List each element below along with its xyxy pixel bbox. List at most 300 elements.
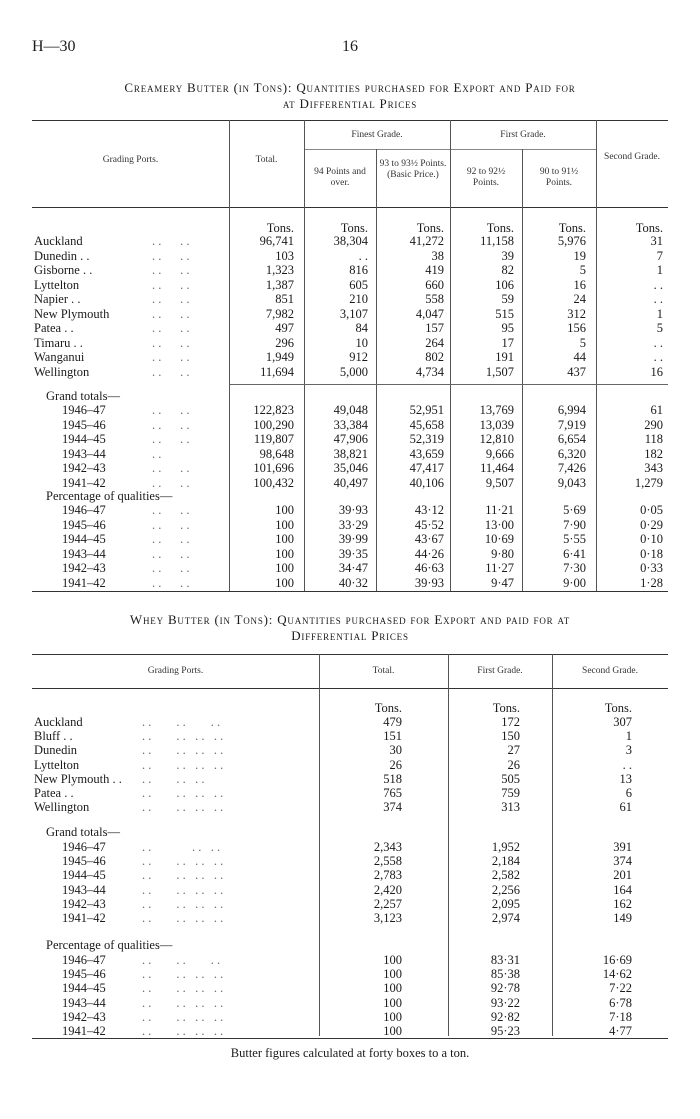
- whey-pct-row: [0, 1010, 700, 1024]
- creamery-total-row: [0, 461, 700, 475]
- cell-value: 149: [613, 911, 632, 925]
- cell-value: 44: [573, 350, 586, 364]
- cell-value: 7,426: [557, 461, 586, 475]
- whey-pct-label: [0, 938, 700, 952]
- cell-value: 19: [573, 248, 586, 263]
- cell-value: 122,823: [253, 403, 294, 417]
- leader-dots: . . . .: [152, 350, 190, 364]
- cell-value: 1: [656, 263, 663, 277]
- cell-value: 6,320: [557, 446, 586, 461]
- creamery-port-row: [0, 350, 700, 364]
- cell-value: 182: [644, 446, 663, 461]
- footnote: Butter figures calculated at forty boxes to a ton.: [230, 1046, 470, 1060]
- cell-value: 3,107: [339, 306, 368, 321]
- page-reference: H—30: [32, 38, 76, 55]
- row-label: 1943–44: [62, 882, 106, 897]
- row-label: Lyttelton: [34, 277, 80, 292]
- cell-value: 47,417: [409, 461, 444, 475]
- creamery-total-row: [0, 403, 700, 417]
- creamery-port-row: [0, 292, 700, 306]
- creamery-total-row: [0, 447, 700, 461]
- creamery-header-92: 92 to 92½ Points.: [466, 167, 506, 188]
- cell-value: 437: [567, 364, 586, 379]
- row-label: Auckland: [34, 234, 83, 248]
- creamery-title-line1: Creamery Butter (in Tons): Quantities purchased for Export and Paid for: [124, 80, 576, 95]
- whey-pct-row: [0, 1024, 700, 1038]
- leader-dots: . .: [152, 446, 162, 461]
- row-label: 1944–45: [62, 868, 106, 883]
- cell-value: 264: [425, 335, 444, 350]
- cell-value: 157: [425, 321, 444, 335]
- cell-value: 34·47: [338, 561, 368, 575]
- cell-value: 343: [644, 461, 663, 475]
- row-label: Bluff . .: [34, 729, 73, 744]
- creamery-header-first: First Grade.: [500, 130, 546, 140]
- cell-value: 5: [579, 263, 586, 277]
- whey-port-row: [0, 786, 700, 800]
- row-label: Napier . .: [34, 292, 81, 306]
- cell-value: 11·27: [485, 561, 514, 575]
- creamery-top-rule: [32, 120, 668, 121]
- whey-grand-label: [0, 825, 700, 839]
- leader-dots: . . . .: [152, 306, 190, 321]
- cell-value: 119,807: [253, 432, 294, 446]
- leader-dots: . . . . . .: [142, 715, 221, 729]
- creamery-header-finest: Finest Grade.: [351, 130, 403, 140]
- row-label: New Plymouth . .: [34, 771, 122, 786]
- creamery-head-rule: [32, 207, 668, 208]
- cell-value: 13·00: [484, 517, 514, 532]
- cell-value: 98,648: [259, 446, 294, 461]
- cell-value: 92·82: [490, 1009, 520, 1024]
- cell-value: 40,497: [333, 475, 368, 490]
- cell-value: 3,123: [373, 911, 402, 925]
- leader-dots: . . . . . . . .: [142, 800, 224, 815]
- cell-value: 40·32: [338, 575, 368, 590]
- row-label: Auckland: [34, 715, 83, 729]
- cell-value: . .: [653, 350, 663, 364]
- whey-top-rule: [32, 654, 668, 655]
- leader-dots: . . . . . .: [142, 771, 205, 786]
- row-label: Wanganui: [34, 350, 85, 364]
- cell-value: 47,906: [333, 432, 368, 446]
- creamery-title: [30, 80, 670, 112]
- cell-value: 150: [501, 729, 520, 744]
- cell-value: 82: [501, 263, 514, 277]
- row-label: Percentage of qualities—: [46, 938, 173, 952]
- creamery-port-row: [0, 336, 700, 350]
- leader-dots: . . . . . . . .: [142, 911, 224, 925]
- cell-value: 39·93: [338, 503, 368, 517]
- row-label: Patea . .: [34, 786, 74, 800]
- row-label: 1945–46: [62, 854, 106, 869]
- whey-title: [30, 612, 670, 644]
- leader-dots: . . . . . . . .: [142, 729, 224, 744]
- cell-value: 172: [501, 715, 520, 729]
- creamery-bottom-rule: [32, 591, 668, 592]
- cell-value: 1,507: [485, 364, 514, 379]
- cell-value: 4,734: [415, 364, 444, 379]
- leader-dots: . . . .: [152, 234, 190, 248]
- cell-value: 162: [613, 896, 632, 911]
- cell-value: 0·10: [640, 532, 663, 546]
- whey-pct-row: [0, 996, 700, 1010]
- cell-value: 39: [501, 248, 514, 263]
- creamery-pct-row: [0, 547, 700, 561]
- leader-dots: . . . .: [152, 277, 190, 292]
- cell-value: 9,507: [485, 475, 514, 490]
- cell-value: 7·30: [563, 561, 586, 575]
- cell-value: 45·52: [414, 517, 444, 532]
- cell-value: 38: [431, 248, 444, 263]
- cell-value: 1: [625, 729, 632, 744]
- creamery-totals-rule: [230, 384, 668, 385]
- row-label: Lyttelton: [34, 757, 80, 772]
- cell-value: 24: [573, 292, 586, 306]
- cell-value: 61: [619, 800, 632, 815]
- cell-value: . .: [653, 277, 663, 292]
- cell-value: 16·69: [602, 953, 632, 967]
- cell-value: 39·99: [338, 532, 368, 546]
- whey-total-row: [0, 897, 700, 911]
- leader-dots: . . . .: [152, 263, 190, 277]
- cell-value: 515: [495, 306, 514, 321]
- cell-value: . .: [653, 292, 663, 306]
- leader-dots: . . . . . . . .: [142, 1024, 224, 1038]
- cell-value: 9·80: [491, 546, 514, 561]
- cell-value: 374: [383, 800, 402, 815]
- cell-value: 39·93: [414, 575, 444, 590]
- cell-value: 1,949: [265, 350, 294, 364]
- row-label: 1945–46: [62, 517, 106, 532]
- cell-value: 100: [383, 981, 402, 996]
- cell-value: 118: [644, 432, 663, 446]
- cell-value: 103: [275, 248, 294, 263]
- whey-title-line2: Differential Prices: [291, 628, 409, 643]
- whey-total-row: [0, 868, 700, 882]
- cell-value: 44·26: [414, 546, 444, 561]
- cell-value: 151: [383, 729, 402, 744]
- cell-value: 313: [501, 800, 520, 815]
- cell-value: 93·22: [490, 995, 520, 1010]
- cell-value: 9,666: [485, 446, 514, 461]
- leader-dots: . . . .: [152, 461, 190, 475]
- cell-value: 41,272: [409, 234, 444, 248]
- cell-value: 92·78: [490, 981, 520, 996]
- creamery-total-row: [0, 418, 700, 432]
- cell-value: 30: [389, 743, 402, 758]
- cell-value: 660: [425, 277, 444, 292]
- cell-value: 100: [275, 561, 294, 575]
- leader-dots: . . . .: [152, 417, 190, 432]
- cell-value: 479: [383, 715, 402, 729]
- cell-value: 1: [656, 306, 663, 321]
- creamery-port-row: [0, 263, 700, 277]
- creamery-port-row: [0, 321, 700, 335]
- cell-value: 38,821: [333, 446, 368, 461]
- cell-value: 49,048: [333, 403, 368, 417]
- cell-value: 7·22: [609, 981, 632, 996]
- cell-value: 210: [349, 292, 368, 306]
- creamery-total-row: [0, 476, 700, 490]
- creamery-header-ports: Grading Ports.: [102, 155, 159, 165]
- creamery-title-line2: at Differential Prices: [282, 96, 418, 111]
- cell-value: 816: [349, 263, 368, 277]
- cell-value: 16: [573, 277, 586, 292]
- cell-value: 2,256: [491, 882, 520, 897]
- cell-value: 1,952: [491, 840, 520, 854]
- cell-value: 5,000: [339, 364, 368, 379]
- cell-value: 851: [275, 292, 294, 306]
- cell-value: 5: [579, 335, 586, 350]
- whey-units-row: [0, 701, 700, 715]
- cell-value: 95·23: [490, 1024, 520, 1038]
- cell-value: 6·41: [563, 546, 586, 561]
- leader-dots: . . . .: [152, 475, 190, 490]
- cell-value: 11,158: [480, 234, 514, 248]
- cell-value: 45,658: [409, 417, 444, 432]
- cell-value: 6·78: [609, 995, 632, 1010]
- cell-value: 6: [625, 786, 632, 800]
- cell-value: 100: [275, 532, 294, 546]
- cell-value: 39·35: [338, 546, 368, 561]
- cell-value: 83·31: [490, 953, 520, 967]
- row-label: 1943–44: [62, 995, 106, 1010]
- cell-value: 2,184: [491, 854, 520, 869]
- creamery-header-second: Second Grade.: [604, 152, 660, 162]
- cell-value: 9,043: [557, 475, 586, 490]
- leader-dots: . . . . . .: [142, 840, 221, 854]
- cell-value: 100: [383, 1009, 402, 1024]
- row-label: 1946–47: [62, 503, 106, 517]
- cell-value: 100: [275, 503, 294, 517]
- cell-value: 96,741: [259, 234, 294, 248]
- row-label: 1942–43: [62, 561, 106, 575]
- cell-value: 33,384: [333, 417, 368, 432]
- row-label: 1942–43: [62, 1009, 106, 1024]
- cell-value: . .: [358, 248, 368, 263]
- cell-value: 5,976: [557, 234, 586, 248]
- cell-value: 1,279: [634, 475, 663, 490]
- row-label: Grand totals—: [46, 389, 120, 403]
- cell-value: 100: [383, 967, 402, 982]
- whey-pct-row: [0, 967, 700, 981]
- cell-value: 85·38: [490, 967, 520, 982]
- whey-port-row: [0, 743, 700, 757]
- cell-value: 290: [644, 417, 663, 432]
- cell-value: 0·05: [640, 503, 663, 517]
- cell-value: 164: [613, 882, 632, 897]
- cell-value: Tons.: [340, 221, 368, 235]
- leader-dots: . . . .: [152, 432, 190, 446]
- cell-value: 95: [501, 321, 514, 335]
- cell-value: 6,654: [557, 432, 586, 446]
- cell-value: 10: [355, 335, 368, 350]
- cell-value: 605: [349, 277, 368, 292]
- cell-value: 497: [275, 321, 294, 335]
- whey-pct-row: [0, 953, 700, 967]
- cell-value: Tons.: [374, 701, 402, 715]
- cell-value: 31: [650, 234, 663, 248]
- whey-port-row: [0, 729, 700, 743]
- leader-dots: . . . . . . . .: [142, 896, 224, 911]
- cell-value: 7,919: [557, 417, 586, 432]
- cell-value: 1,387: [265, 277, 294, 292]
- cell-value: 1·28: [640, 575, 663, 590]
- row-label: 1944–45: [62, 432, 106, 446]
- leader-dots: . . . . . . . .: [142, 967, 224, 982]
- leader-dots: . . . . . . . .: [142, 743, 224, 758]
- cell-value: 296: [275, 335, 294, 350]
- cell-value: 52,319: [409, 432, 444, 446]
- cell-value: 307: [613, 715, 632, 729]
- leader-dots: . . . .: [152, 532, 190, 546]
- row-label: 1943–44: [62, 546, 106, 561]
- row-label: 1941–42: [62, 575, 106, 590]
- cell-value: 100: [275, 546, 294, 561]
- leader-dots: . . . .: [152, 248, 190, 263]
- row-label: Patea . .: [34, 321, 74, 335]
- whey-header-total: Total.: [372, 666, 395, 676]
- creamery-port-row: [0, 249, 700, 263]
- row-label: Timaru . .: [34, 335, 83, 350]
- creamery-port-row: [0, 307, 700, 321]
- cell-value: 7·18: [609, 1009, 632, 1024]
- whey-pct-row: [0, 981, 700, 995]
- whey-title-line1: Whey Butter (in Tons): Quantities purchased for Export and paid for at: [129, 612, 571, 627]
- cell-value: 802: [425, 350, 444, 364]
- leader-dots: . . . .: [152, 321, 190, 335]
- cell-value: 11·21: [485, 503, 514, 517]
- cell-value: 765: [383, 786, 402, 800]
- leader-dots: . . . . . . . .: [142, 882, 224, 897]
- whey-port-row: [0, 772, 700, 786]
- creamery-port-row: [0, 365, 700, 379]
- cell-value: Tons.: [266, 221, 294, 235]
- row-label: 1946–47: [62, 953, 106, 967]
- whey-bottom-rule: [32, 1038, 668, 1039]
- whey-head-rule: [32, 688, 668, 689]
- cell-value: 5·55: [563, 532, 586, 546]
- row-label: Wellington: [34, 800, 90, 815]
- whey-header-second: Second Grade.: [582, 666, 638, 676]
- creamery-grand-label: [0, 389, 700, 403]
- row-label: 1945–46: [62, 417, 106, 432]
- whey-port-row: [0, 715, 700, 729]
- cell-value: 312: [567, 306, 586, 321]
- whey-total-row: [0, 883, 700, 897]
- cell-value: 10·69: [484, 532, 514, 546]
- cell-value: Tons.: [416, 221, 444, 235]
- cell-value: 101,696: [253, 461, 294, 475]
- cell-value: 38,304: [333, 234, 368, 248]
- row-label: 1944–45: [62, 532, 106, 546]
- creamery-header-90: 90 to 91½ Points.: [539, 167, 579, 188]
- creamery-port-row: [0, 234, 700, 248]
- cell-value: 419: [425, 263, 444, 277]
- row-label: Grand totals—: [46, 825, 120, 839]
- cell-value: 100: [275, 517, 294, 532]
- cell-value: Tons.: [486, 221, 514, 235]
- cell-value: 2,095: [491, 896, 520, 911]
- cell-value: 43,659: [409, 446, 444, 461]
- cell-value: 9·00: [563, 575, 586, 590]
- row-label: 1946–47: [62, 840, 106, 854]
- creamery-port-row: [0, 278, 700, 292]
- row-label: 1941–42: [62, 911, 106, 925]
- cell-value: 156: [567, 321, 586, 335]
- leader-dots: . . . .: [152, 292, 190, 306]
- row-label: 1941–42: [62, 1024, 106, 1038]
- cell-value: 26: [507, 757, 520, 772]
- cell-value: 2,974: [491, 911, 520, 925]
- cell-value: 26: [389, 757, 402, 772]
- row-label: 1941–42: [62, 475, 106, 490]
- whey-header-ports: Grading Ports.: [147, 666, 204, 676]
- cell-value: 2,257: [373, 896, 402, 911]
- cell-value: 391: [613, 840, 632, 854]
- leader-dots: . . . .: [152, 364, 190, 379]
- row-label: 1943–44: [62, 446, 106, 461]
- creamery-header-93: 93 to 93½ Points. (Basic Price.): [379, 159, 447, 180]
- row-label: Gisborne . .: [34, 263, 93, 277]
- cell-value: 558: [425, 292, 444, 306]
- whey-total-row: [0, 840, 700, 854]
- cell-value: 100,290: [253, 417, 294, 432]
- leader-dots: . . . . . . . .: [142, 995, 224, 1010]
- creamery-total-row: [0, 432, 700, 446]
- cell-value: 505: [501, 771, 520, 786]
- cell-value: 100: [383, 953, 402, 967]
- whey-port-row: [0, 800, 700, 814]
- cell-value: 2,783: [373, 868, 402, 883]
- row-label: New Plymouth: [34, 306, 110, 321]
- cell-value: 27: [507, 743, 520, 758]
- cell-value: 1,323: [265, 263, 294, 277]
- cell-value: 12,810: [479, 432, 514, 446]
- leader-dots: . . . . . . . .: [142, 981, 224, 996]
- cell-value: 2,343: [373, 840, 402, 854]
- leader-dots: . . . .: [152, 561, 190, 575]
- creamery-units-row: [0, 221, 700, 235]
- cell-value: 14·62: [602, 967, 632, 982]
- row-label: Dunedin . .: [34, 248, 90, 263]
- leader-dots: . . . . . . . .: [142, 868, 224, 883]
- leader-dots: . . . . . . . .: [142, 786, 224, 800]
- cell-value: 5: [656, 321, 663, 335]
- cell-value: 0·18: [640, 546, 663, 561]
- leader-dots: . . . .: [152, 403, 190, 417]
- page-number: 16: [342, 38, 358, 55]
- cell-value: 43·12: [414, 503, 444, 517]
- cell-value: 0·29: [640, 517, 663, 532]
- cell-value: 11,464: [480, 461, 514, 475]
- leader-dots: . . . .: [152, 546, 190, 561]
- cell-value: 100: [275, 575, 294, 590]
- cell-value: 0·33: [640, 561, 663, 575]
- cell-value: 7,982: [265, 306, 294, 321]
- cell-value: 43·67: [414, 532, 444, 546]
- leader-dots: . . . .: [152, 517, 190, 532]
- cell-value: 11,694: [260, 364, 294, 379]
- cell-value: 201: [613, 868, 632, 883]
- cell-value: 5·69: [563, 503, 586, 517]
- cell-value: 106: [495, 277, 514, 292]
- leader-dots: . . . .: [152, 335, 190, 350]
- creamery-header-94: 94 Points and over.: [314, 167, 366, 188]
- cell-value: 2,420: [373, 882, 402, 897]
- cell-value: 13,769: [479, 403, 514, 417]
